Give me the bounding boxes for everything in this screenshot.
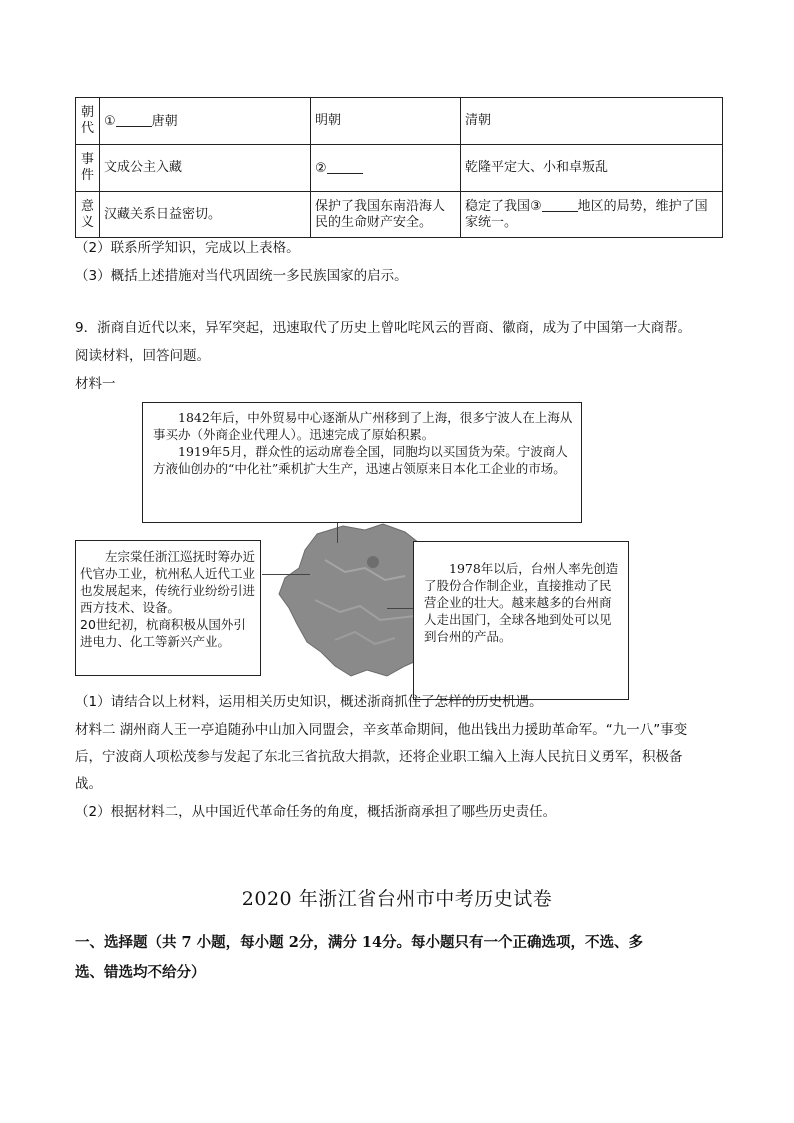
answer-blank[interactable]: [542, 198, 578, 212]
table-row: [76, 145, 723, 192]
table-cell: 清朝: [461, 98, 723, 145]
answer-blank[interactable]: [116, 113, 152, 127]
row-header: 意 义: [76, 192, 100, 238]
material1-figure: [75, 400, 735, 685]
material2-line: 后，宁波商人项松茂参与发起了东北三省抗敌大捐款，还将企业职工编入上海人民抗日义勇军，积极备: [75, 749, 683, 765]
table-cell: 乾隆平定大、小和卓叛乱: [461, 145, 723, 192]
table-cell: ① 唐朝: [100, 98, 311, 145]
q8-part3: （3）概括上述措施对当代巩固统一多民族国家的启示。: [75, 268, 408, 284]
q8-part2: （2）联系所学知识，完成以上表格。: [75, 240, 300, 256]
answer-blank[interactable]: [327, 160, 363, 174]
table-cell: ②: [311, 145, 461, 192]
table-cell: 汉藏关系日益密切。: [100, 192, 311, 238]
exam-title: 2020 年浙江省台州市中考历史试卷: [241, 888, 553, 910]
table-cell: 明朝: [311, 98, 461, 145]
material2-line: 材料二 湖州商人王一亭追随孙中山加入同盟会，辛亥革命期间，他出钱出力援助革命军。“九一八”事变: [75, 722, 688, 738]
material-box-top: 1842年后，中外贸易中心逐渐从广州移到了上海，很多宁波人在上海从事买办（外商企业代理人）。迅速完成了原始积累。 1919年5月，群众性的运动席卷全国，同胞均以买国货为荣。宁波商人方液仙创办的“中化社”乘机扩大生产，迅速占领原来日本化工企业的市场。: [142, 402, 582, 523]
material-box-right: 1978年以后，台州人率先创造了股份合作制企业，直接推动了民营企业的壮大。越来越多的台州商人走出国门，全球各地到处可以见到台州的产品。: [413, 541, 629, 700]
row-header: 事 件: [76, 145, 100, 192]
q9-part1: （1）请结合以上材料，运用相关历史知识，概述浙商抓住了怎样的历史机遇。: [75, 694, 543, 710]
table-cell: 保护了我国东南沿海人民的生命财产安全。: [311, 192, 461, 238]
table-cell: 稳定了我国③ 地区的局势，维护了国家统一。: [461, 192, 723, 238]
table-row: [76, 98, 723, 145]
connector-line: [387, 608, 415, 609]
history-table: [75, 97, 723, 238]
q9-intro: 9．浙商自近代以来，异军突起，迅速取代了历史上曾叱咤风云的晋商、徽商，成为了中国第一大商帮。: [75, 320, 692, 336]
material2-line: 战。: [75, 776, 102, 792]
q9-part2: （2）根据材料二，从中国近代革命任务的角度，概括浙商承担了哪些历史责任。: [75, 804, 557, 820]
row-header: 朝 代: [76, 98, 100, 145]
table-row: [76, 192, 723, 238]
material-box-left: 左宗棠任浙江巡抚时筹办近代官办工业，杭州私人近代工业也发展起来，传统行业纷纷引进西方技术、设备。 20世纪初，杭商积极从国外引进电力、化工等新兴产业。: [75, 540, 261, 676]
material1-label: 材料一: [75, 376, 116, 392]
section-heading: 一、选择题（共 7 小题，每小题 2分，满分 14分。每小题只有一个正确选项，不选、多 选、错选均不给分）: [75, 934, 644, 981]
connector-line: [262, 574, 310, 575]
table-cell: 文成公主入藏: [100, 145, 311, 192]
q9-read: 阅读材料，回答问题。: [75, 348, 210, 364]
